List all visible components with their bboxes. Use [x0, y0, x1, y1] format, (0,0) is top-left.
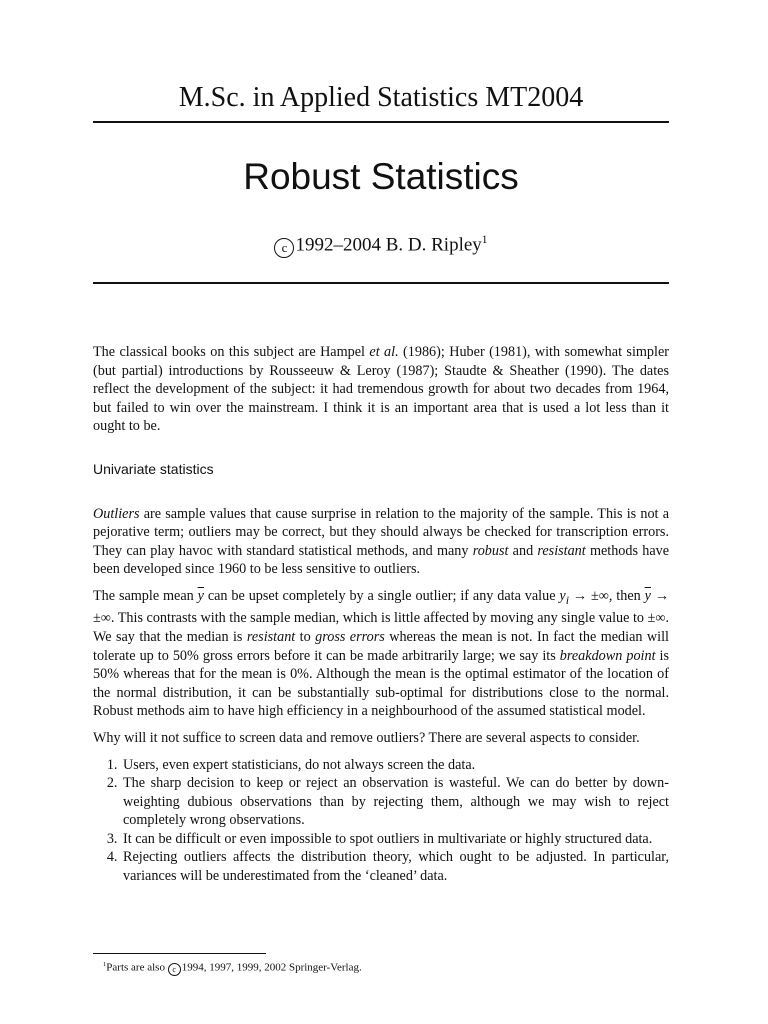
top-rule [93, 121, 669, 123]
author-text: 1992–2004 B. D. Ripley [295, 234, 482, 256]
list-item: 1. Users, even expert statisticians, do not always screen the data. [121, 756, 669, 775]
p1-text-2: and [508, 542, 538, 559]
term-gross-errors: gross errors [315, 628, 385, 645]
term-robust: robust [472, 542, 509, 559]
p2-text-3: then [612, 587, 645, 604]
intro-paragraph [93, 343, 669, 436]
footnote [103, 958, 362, 976]
yi-subscript: i [565, 592, 569, 607]
screening-paragraph: Why will it not suffice to screen data and remove outliers? There are several aspects to consider. [93, 729, 640, 746]
bottom-rule [93, 282, 669, 284]
p2-text-6: whereas the mean is not. In fact the median will tolerate up to 50% gross errors before it can be made arbitrarily large; we say its [93, 628, 669, 664]
section-heading: Univariate statistics [93, 460, 214, 477]
copyright-icon-small: c [168, 963, 181, 976]
footnote-text-1: Parts are also [106, 961, 168, 974]
p2-arrow-1: → ±∞, [569, 587, 613, 604]
p1-text-3: methods have been developed since 1960 to be less sensitive to outliers. [93, 542, 670, 578]
p2-text-7: is 50% whereas that for the mean is 0%. Although the mean is the optimal estimator of the location of the normal distribution, it can be substantially sub-optimal for distributions close to the normal. Robust methods aim to have high efficiency in a neighbourhood of the assumed statistical model. [93, 647, 670, 720]
term-resistant: resistant [537, 542, 586, 559]
author-line [93, 226, 669, 259]
list-item: 4. Rejecting outliers affects the distribution theory, which ought to be adjusted. In particular, variances will be underestimated from the ‘cleaned’ data. [121, 848, 669, 885]
ybar-symbol-2: $\overline{y}$ [644, 587, 651, 604]
footnote-rule [93, 953, 266, 954]
term-outliers: Outliers [93, 505, 140, 522]
footnote-reference: 1 [481, 234, 488, 246]
term-resistant-2: resistant [246, 628, 296, 645]
course-heading: M.Sc. in Applied Statistics MT2004 [178, 82, 584, 113]
list-item: 3. It can be difficult or even impossible to spot outliers in multivariate or highly structured data. [121, 830, 669, 849]
ybar-symbol: $\overline{y}$ [197, 587, 204, 604]
list-item: 2. The sharp decision to keep or reject an observation is wasteful. We can do better by down-weighting dubious observations than by rejecting them, although we may wish to reject completely wrong observations. [121, 774, 669, 830]
intro-text-2: (1986); Huber (1981), with somewhat simpler (but partial) introductions by Rousseeuw & Leroy (1987); Staudte & Sheather (1990). The dates reflect the development of the subject: it had tremendous growth for about two decades from 1964, but failed to win over the mainstream. I think it is an important area that is used a lot less than it ought to be. [93, 344, 669, 435]
intro-text-1: The classical books on this subject are Hampel [93, 344, 370, 360]
footnote-text-2: 1994, 1997, 1999, 2002 Springer-Verlag. [181, 961, 362, 974]
footnote-mark: 1 [103, 961, 107, 968]
p2-text-2: can be upset completely by a single outlier; if any data value [203, 587, 560, 604]
outliers-paragraph [93, 505, 669, 579]
p2-arrow-2: → ±∞ [93, 587, 670, 627]
p1-text-1: are sample values that cause surprise in relation to the majority of the sample. This is not a pejorative term; outliers may be correct, but they should always be checked for transcription errors. They can play havoc with standard statistical methods, and many [93, 505, 669, 559]
copyright-icon: c [274, 238, 294, 258]
p2-text-5: to [295, 628, 316, 645]
p2-text-4: . This contrasts with the sample median, which is little affected by moving any single value to ±∞. We say that the median is [93, 610, 669, 645]
aspects-list [93, 756, 669, 886]
intro-etal: et al. [369, 344, 399, 360]
document-title: Robust Statistics [243, 156, 519, 197]
term-breakdown-point: breakdown point [559, 647, 656, 664]
p2-text-1: The sample mean [93, 587, 198, 604]
document-body [93, 343, 669, 886]
yi-symbol: y [559, 587, 566, 604]
mean-paragraph [93, 587, 669, 721]
